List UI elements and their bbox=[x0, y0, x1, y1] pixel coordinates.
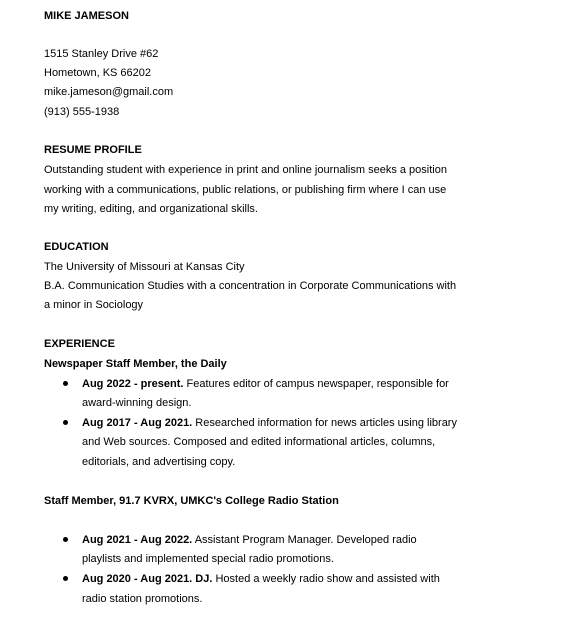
address-line-1: 1515 Stanley Drive #62 bbox=[44, 48, 159, 60]
job-item-date: Aug 2021 - Aug 2022. bbox=[82, 534, 193, 546]
profile-line: Outstanding student with experience in print and online journalism seeks a position bbox=[44, 164, 447, 176]
job-item-line bbox=[82, 416, 457, 430]
email: mike.jameson@gmail.com bbox=[44, 86, 174, 98]
job-item-date: Aug 2022 - present. bbox=[82, 378, 184, 390]
job-item-line bbox=[82, 533, 417, 547]
education-school: The University of Missouri at Kansas City bbox=[44, 261, 245, 273]
job-item-text: Assistant Program Manager. Developed radio bbox=[192, 534, 417, 546]
job-item-line: playlists and implemented special radio promotions. bbox=[82, 553, 334, 565]
phone: (913) 555-1938 bbox=[44, 106, 120, 118]
job-item-line: editorials, and advertising copy. bbox=[82, 456, 236, 468]
bullet-icon bbox=[63, 537, 68, 542]
job-item-date: Aug 2020 - Aug 2021. DJ. bbox=[82, 573, 213, 585]
experience-heading: EXPERIENCE bbox=[44, 338, 115, 350]
bullet-icon bbox=[63, 576, 68, 581]
bullet-icon bbox=[63, 381, 68, 386]
job-title: Newspaper Staff Member, the Daily bbox=[44, 358, 227, 370]
education-degree-line: B.A. Communication Studies with a concentration in Corporate Communications with bbox=[44, 280, 457, 292]
job-item-text: Features editor of campus newspaper, responsible for bbox=[183, 378, 449, 390]
job-item-text: Researched information for news articles using library bbox=[192, 417, 457, 429]
job-item-line bbox=[82, 377, 449, 391]
resume-name: MIKE JAMESON bbox=[44, 10, 129, 22]
job-item-line bbox=[82, 572, 440, 586]
profile-heading: RESUME PROFILE bbox=[44, 144, 142, 156]
education-heading: EDUCATION bbox=[44, 241, 109, 253]
job-item-text: Hosted a weekly radio show and assisted with bbox=[212, 573, 440, 585]
job-item-line: radio station promotions. bbox=[82, 593, 203, 605]
profile-line: my writing, editing, and organizational skills. bbox=[44, 203, 258, 215]
profile-line: working with a communications, public relations, or publishing firm where I can use bbox=[44, 184, 447, 196]
education-degree-line: a minor in Sociology bbox=[44, 299, 144, 311]
job-title: Staff Member, 91.7 KVRX, UMKC's College Radio Station bbox=[44, 495, 339, 507]
job-item-line: award-winning design. bbox=[82, 397, 192, 409]
bullet-icon bbox=[63, 420, 68, 425]
address-line-2: Hometown, KS 66202 bbox=[44, 67, 152, 79]
job-item-date: Aug 2017 - Aug 2021. bbox=[82, 417, 193, 429]
job-item-line: and Web sources. Composed and edited informational articles, columns, bbox=[82, 436, 436, 448]
